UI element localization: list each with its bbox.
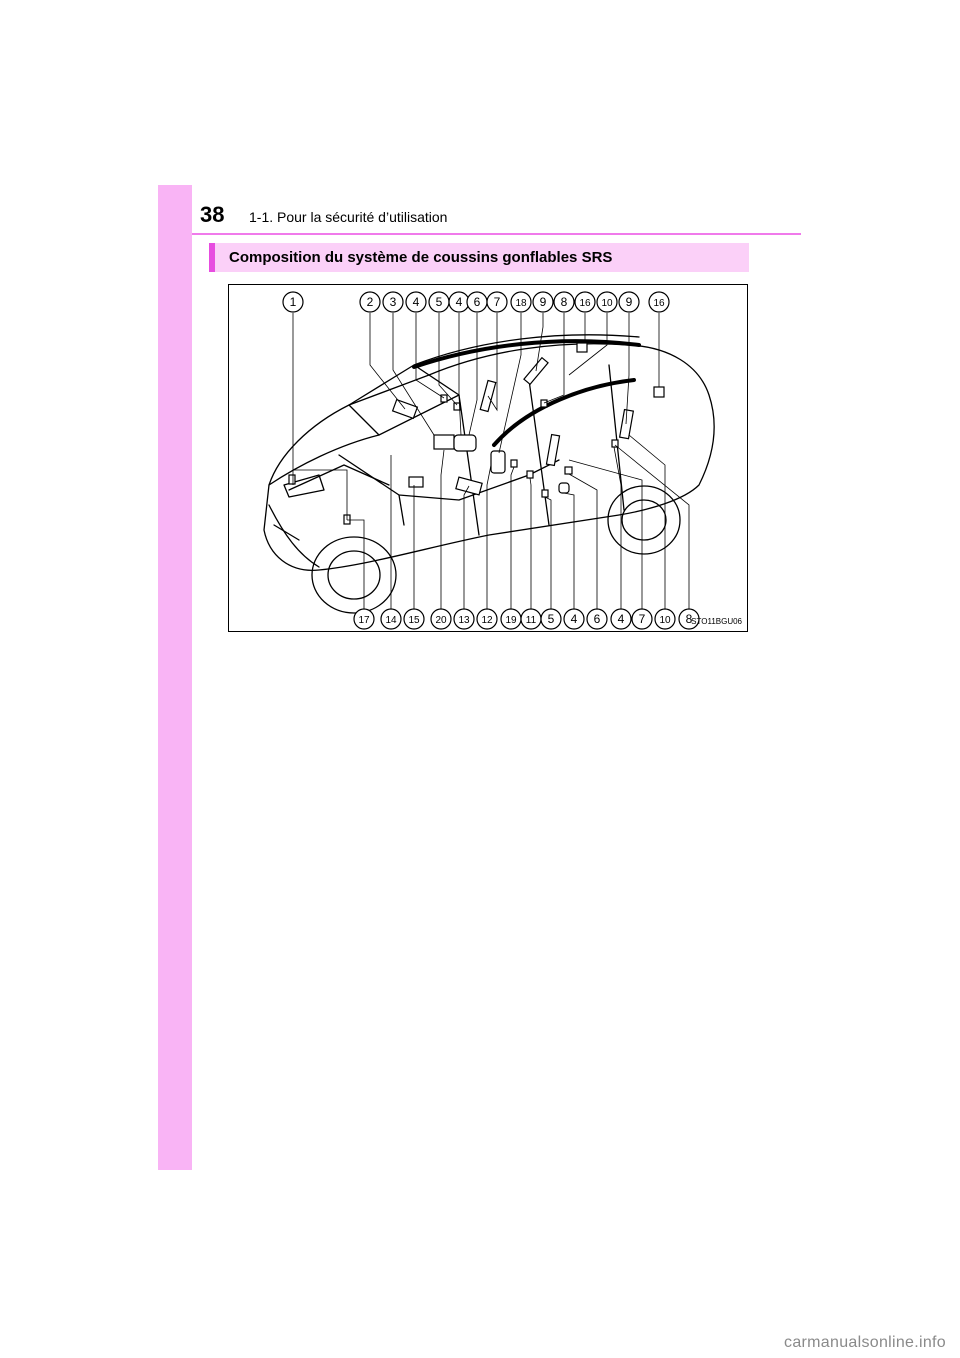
callout-top-number-10: 9 xyxy=(539,295,547,309)
callout-bottom-number-14: 10 xyxy=(659,615,671,626)
callout-bottom-number-3: 15 xyxy=(408,615,420,626)
figure-code: STO11BGU06 xyxy=(691,617,742,626)
callout-top xyxy=(283,292,669,312)
callout-top-number-14: 9 xyxy=(625,295,633,309)
callout-bottom-number-15: 8 xyxy=(685,612,693,626)
callout-bottom-number-8: 11 xyxy=(525,615,537,626)
callout-top-number-1: 1 xyxy=(289,295,297,309)
section-title: 1-1. Pour la sécurité d’utilisation xyxy=(249,209,448,225)
car-illustration xyxy=(229,285,749,633)
callout-bottom xyxy=(354,609,699,629)
callout-bottom-number-1: 17 xyxy=(358,615,370,626)
page-number: 38 xyxy=(200,202,225,227)
callout-top-number-13: 10 xyxy=(601,298,613,309)
callout-bottom-number-13: 7 xyxy=(638,612,646,626)
section-heading xyxy=(209,243,749,272)
callout-bottom-number-6: 12 xyxy=(481,615,493,626)
callout-top-number-7: 6 xyxy=(473,295,481,309)
callout-bottom-number-12: 4 xyxy=(617,612,625,626)
callout-bottom-number-10: 4 xyxy=(570,612,578,626)
callout-top-number-11: 8 xyxy=(560,295,568,309)
callout-bottom-number-11: 6 xyxy=(593,612,601,626)
callout-bottom-number-7: 19 xyxy=(505,615,517,626)
airbag-diagram xyxy=(228,284,748,632)
callout-top-number-15: 16 xyxy=(653,298,665,309)
callout-top-number-3: 3 xyxy=(389,295,397,309)
callout-bottom-number-2: 14 xyxy=(385,615,397,626)
callout-top-number-12: 16 xyxy=(579,298,591,309)
callout-top-number-4: 4 xyxy=(412,295,420,309)
chapter-side-tab xyxy=(158,185,192,1170)
watermark-text: carmanualsonline.info xyxy=(784,1334,946,1351)
callout-top-number-9: 18 xyxy=(515,298,527,309)
callout-top-number-8: 7 xyxy=(493,295,501,309)
section-heading-text: Composition du système de coussins gonflables SRS xyxy=(229,249,613,266)
callout-bottom-number-9: 5 xyxy=(547,612,555,626)
callout-bottom-number-5: 13 xyxy=(458,615,470,626)
header-divider xyxy=(192,233,801,235)
callout-top-number-5: 5 xyxy=(435,295,443,309)
callout-top-number-2: 2 xyxy=(366,295,374,309)
callout-bottom-number-4: 20 xyxy=(435,615,447,626)
callout-top-number-6: 4 xyxy=(455,295,463,309)
